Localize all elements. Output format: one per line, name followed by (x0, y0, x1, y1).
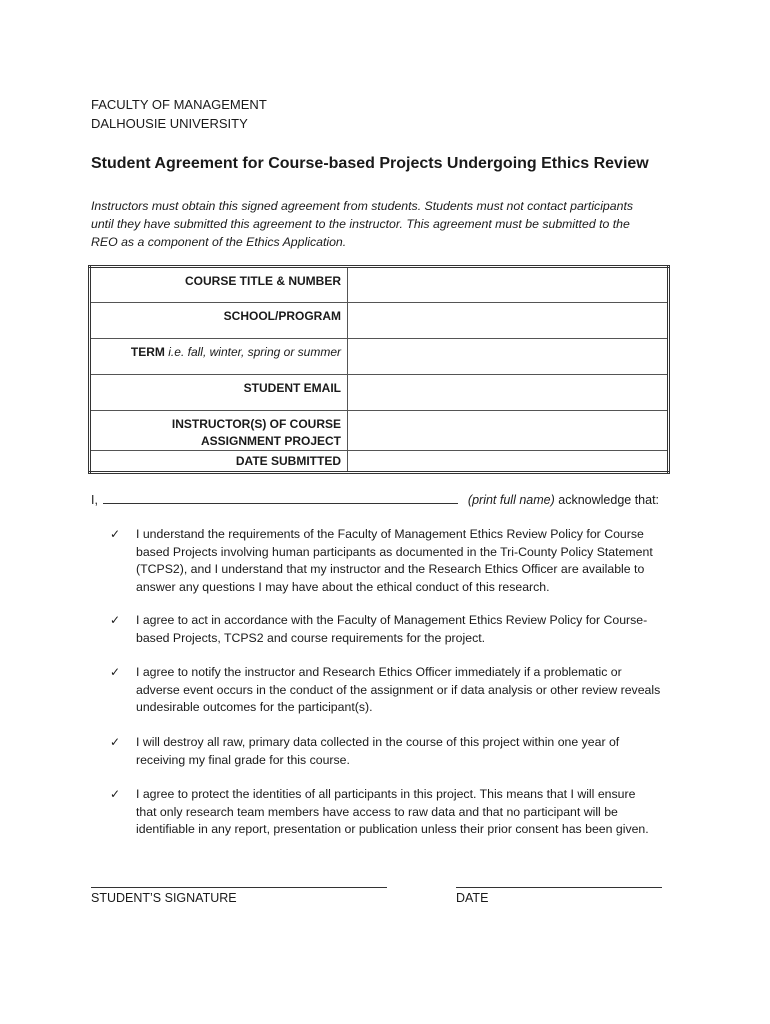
item-line: I understand the requirements of the Faculty of Management Ethics Review Policy for Course (136, 527, 644, 541)
item-line: (TCPS2), and I understand that my instructor and the Research Ethics Officer are available to (136, 562, 645, 576)
table-row (90, 339, 669, 375)
term-hint: i.e. fall, winter, spring or summer (168, 345, 341, 359)
term-label: TERM (130, 345, 165, 359)
student-signature-line[interactable] (91, 887, 387, 888)
table-row (90, 303, 669, 339)
faculty-name: FACULTY OF MANAGEMENT (91, 97, 267, 112)
list-item (108, 526, 688, 612)
course-info-table (88, 265, 670, 474)
date-signature-line[interactable] (456, 887, 662, 888)
checkmark-icon: ✓ (110, 613, 121, 627)
print-name-hint: (print full name) (467, 493, 555, 507)
intro-line: until they have submitted this agreement to the instructor. This agreement must be submitted to the (91, 217, 630, 231)
page-title: Student Agreement for Course-based Projects Undergoing Ethics Review (91, 155, 649, 172)
instructor-label-cell (90, 411, 348, 451)
document-header (91, 95, 267, 133)
table-row (90, 267, 669, 303)
item-line: based Projects involving human participants as documented in the Tri-County Policy Statement (136, 544, 653, 559)
course-title-field[interactable] (348, 267, 669, 303)
item-line: I agree to notify the instructor and Research Ethics Officer immediately if a problematic or (136, 665, 622, 679)
list-item (108, 786, 688, 839)
intro-line: REO as a component of the Ethics Application. (91, 235, 347, 249)
item-line: based Projects, TCPS2 and course requirements for the project. (136, 630, 486, 645)
term-label-cell (90, 339, 348, 375)
list-item (108, 734, 688, 786)
date-submitted-field[interactable] (348, 451, 669, 473)
assignment-project-label: ASSIGNMENT PROJECT (200, 434, 341, 448)
list-item (108, 664, 688, 734)
item-line: undesirable outcomes for the participant(s). (136, 700, 373, 714)
item-line: I agree to protect the identities of all participants in this project. This means that I will ensure (136, 787, 636, 801)
checkmark-icon: ✓ (110, 735, 121, 749)
item-line: I will destroy all raw, primary data collected in the course of this project within one year of (136, 735, 620, 749)
intro-line: Instructors must obtain this signed agreement from students. Students must not contact participants (91, 199, 634, 213)
school-program-field[interactable] (348, 303, 669, 339)
intro-paragraph (91, 197, 676, 251)
item-line: identifiable in any report, presentation or publication unless their prior consent has been given. (136, 822, 649, 836)
item-line: that only research team members have access to raw data and that no participant will be (136, 804, 618, 819)
full-name-blank[interactable] (103, 491, 458, 504)
date-submitted-label: DATE SUBMITTED (90, 451, 348, 473)
ack-prefix: I, (91, 493, 98, 507)
acknowledgement-line (91, 491, 659, 507)
date-label: DATE (456, 891, 489, 905)
item-line: receiving my final grade for this course. (136, 752, 350, 767)
student-signature-label: STUDENT’S SIGNATURE (91, 891, 237, 905)
table-row (90, 375, 669, 411)
student-email-label: STUDENT EMAIL (90, 375, 348, 411)
checkmark-icon: ✓ (110, 787, 121, 801)
university-name: DALHOUSIE UNIVERSITY (91, 116, 248, 131)
item-line: adverse event occurs in the conduct of the assignment or if data analysis or other review reveals (136, 682, 661, 697)
checkmark-icon: ✓ (110, 665, 121, 679)
ack-suffix: acknowledge that: (558, 493, 660, 507)
school-program-label: SCHOOL/PROGRAM (90, 303, 348, 339)
course-title-label: COURSE TITLE & NUMBER (90, 267, 348, 303)
instructor-label: INSTRUCTOR(S) OF COURSE (171, 417, 341, 431)
list-item (108, 612, 688, 664)
term-field[interactable] (348, 339, 669, 375)
table-row (90, 451, 669, 473)
agreement-list (108, 526, 688, 839)
checkmark-icon: ✓ (110, 527, 121, 541)
instructor-field[interactable] (348, 411, 669, 451)
item-line: I agree to act in accordance with the Faculty of Management Ethics Review Policy for Course- (136, 613, 648, 627)
table-row (90, 411, 669, 451)
student-email-field[interactable] (348, 375, 669, 411)
item-line: answer any questions I may have about the ethical conduct of this research. (136, 579, 550, 594)
